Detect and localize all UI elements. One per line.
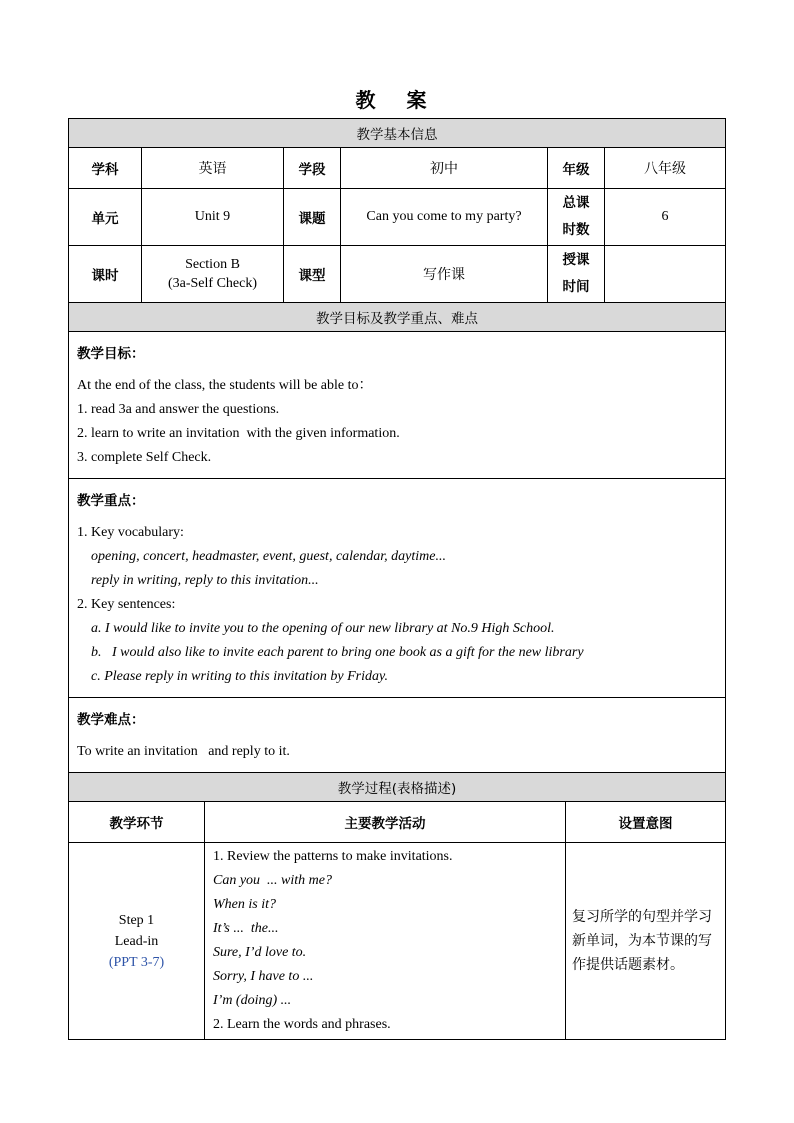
total-hours-label-line2: 时数 xyxy=(562,222,590,238)
activity-line: Sorry, I have to ... xyxy=(213,969,314,984)
grade-label: 年级 xyxy=(548,148,605,189)
unit-value: Unit 9 xyxy=(142,189,284,246)
objectives-line: 1. read 3a and answer the questions. xyxy=(77,402,280,417)
step-ppt-ref: (PPT 3-7) xyxy=(108,954,165,970)
grade-value: 八年级 xyxy=(605,148,726,189)
key-vocabulary-words: opening, concert, headmaster, event, guest, calendar, daytime... xyxy=(91,549,446,564)
type-label: 课型 xyxy=(284,246,341,303)
total-hours-value: 6 xyxy=(605,189,726,246)
step-number: Step 1 xyxy=(118,912,155,928)
key-sentence-c: c. Please reply in writing to this invitation by Friday. xyxy=(91,669,388,684)
total-hours-label-line1: 总课 xyxy=(562,195,590,211)
class-time-label-line1: 授课 xyxy=(562,252,590,268)
activity-line: I’m (doing) ... xyxy=(213,993,292,1008)
type-value: 写作课 xyxy=(341,246,548,303)
step-name: Lead-in xyxy=(114,933,159,949)
period-label: 课时 xyxy=(69,246,142,303)
objectives-line: At the end of the class, the students will be able to： xyxy=(77,378,373,393)
activity-line: Can you ... with me? xyxy=(213,873,332,888)
difficulty-title: 教学难点： xyxy=(77,712,145,728)
class-time-value xyxy=(605,246,726,303)
basic-info-header: 教学基本信息 xyxy=(69,119,726,148)
stage-value: 初中 xyxy=(341,148,548,189)
key-vocabulary-heading: 1. Key vocabulary: xyxy=(77,525,184,540)
period-value-line2: (3a-Self Check) xyxy=(167,276,258,291)
topic-value: Can you come to my party? xyxy=(341,189,548,246)
process-col-intent: 设置意图 xyxy=(566,802,726,843)
class-time-label-line2: 时间 xyxy=(562,279,590,295)
activity-line: 2. Learn the words and phrases. xyxy=(213,1017,391,1032)
period-value xyxy=(142,246,284,303)
activity-line: When is it? xyxy=(213,897,276,912)
key-vocabulary-phrases: reply in writing, reply to this invitation... xyxy=(91,573,319,588)
activity-line: It’s ... the... xyxy=(213,921,279,936)
document-title: 教 案 xyxy=(355,88,439,112)
subject-label: 学科 xyxy=(69,148,142,189)
period-value-line1: Section B xyxy=(185,257,240,272)
process-col-activities: 主要教学活动 xyxy=(205,802,566,843)
activity-line: Sure, I’d love to. xyxy=(213,945,307,960)
objectives-line: 2. learn to write an invitation with the given information. xyxy=(77,426,400,441)
process-col-stage: 教学环节 xyxy=(69,802,205,843)
key-sentence-a: a. I would like to invite you to the opening of our new library at No.9 High School. xyxy=(91,621,555,636)
intent-cell: 复习所学的句型并学习新单词，为本节课的写作提供话题素材。 xyxy=(566,843,726,1040)
activities-cell xyxy=(205,843,566,1040)
activity-line: 1. Review the patterns to make invitations. xyxy=(213,849,453,864)
class-time-label xyxy=(548,246,605,303)
key-sentence-b: b. I would also like to invite each parent to bring one book as a gift for the new library xyxy=(91,645,584,660)
topic-label: 课题 xyxy=(284,189,341,246)
goals-header: 教学目标及教学重点、难点 xyxy=(69,303,726,332)
lesson-plan-table xyxy=(68,118,725,1040)
stage-label: 学段 xyxy=(284,148,341,189)
difficulty-block xyxy=(69,698,726,773)
objectives-title: 教学目标： xyxy=(77,346,145,362)
subject-value: 英语 xyxy=(142,148,284,189)
objectives-line: 3. complete Self Check. xyxy=(77,450,212,465)
process-header: 教学过程(表格描述) xyxy=(69,773,726,802)
total-hours-label xyxy=(548,189,605,246)
objectives-block xyxy=(69,332,726,479)
step-cell xyxy=(69,843,205,1040)
key-points-title: 教学重点： xyxy=(77,493,145,509)
unit-label: 单元 xyxy=(69,189,142,246)
key-sentences-heading: 2. Key sentences: xyxy=(77,597,176,612)
key-points-block xyxy=(69,479,726,698)
difficulty-text: To write an invitation and reply to it. xyxy=(77,744,290,759)
